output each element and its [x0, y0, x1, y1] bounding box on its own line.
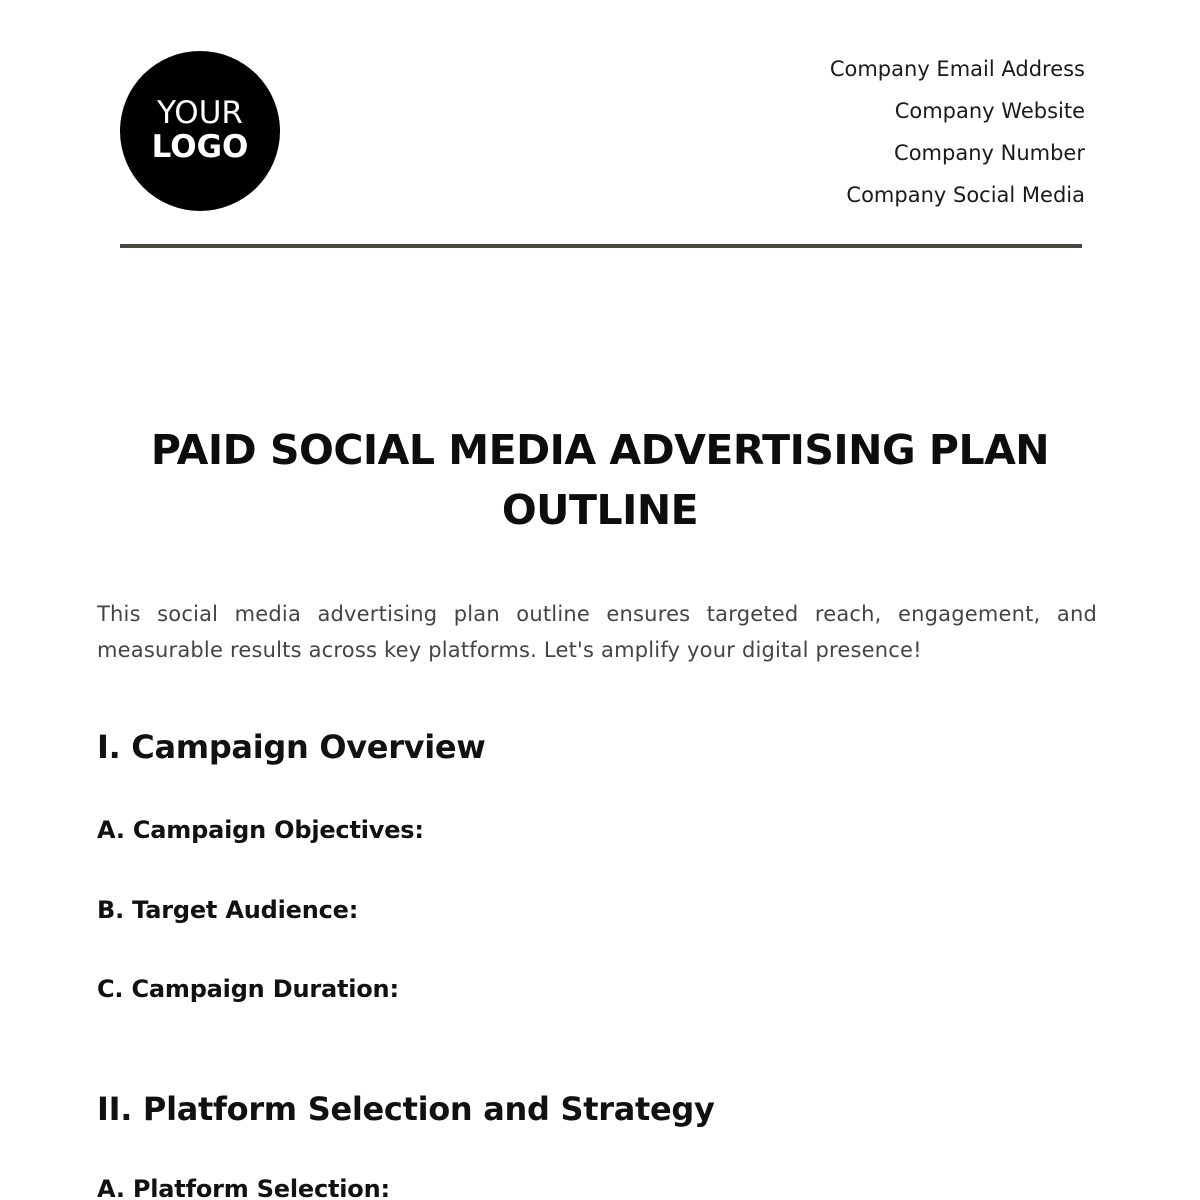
company-website: Company Website: [894, 99, 1085, 123]
subheading-campaign-duration: C. Campaign Duration:: [97, 975, 399, 1003]
logo-text-logo: LOGO: [151, 129, 249, 165]
company-email: Company Email Address: [829, 57, 1085, 81]
intro-paragraph: This social media advertising plan outline ensures targeted reach, engagement, and measurable results across key platforms. Let's amplify your digital presence!: [97, 602, 1097, 662]
subheading-campaign-objectives: A. Campaign Objectives:: [97, 816, 424, 844]
logo-text-your: YOUR: [157, 95, 243, 131]
company-social-media: Company Social Media: [846, 183, 1085, 207]
subheading-platform-selection: A. Platform Selection:: [97, 1175, 390, 1200]
section-heading-platform-selection: II. Platform Selection and Strategy: [97, 1090, 715, 1128]
section-heading-campaign-overview: I. Campaign Overview: [97, 728, 486, 766]
company-number: Company Number: [894, 141, 1085, 165]
document-title: PAID SOCIAL MEDIA ADVERTISING PLAN OUTLINE: [150, 426, 1050, 534]
header-divider: [120, 244, 1082, 248]
subheading-target-audience: B. Target Audience:: [97, 896, 359, 924]
company-logo: [120, 51, 280, 211]
company-contact-block: [830, 52, 1085, 220]
